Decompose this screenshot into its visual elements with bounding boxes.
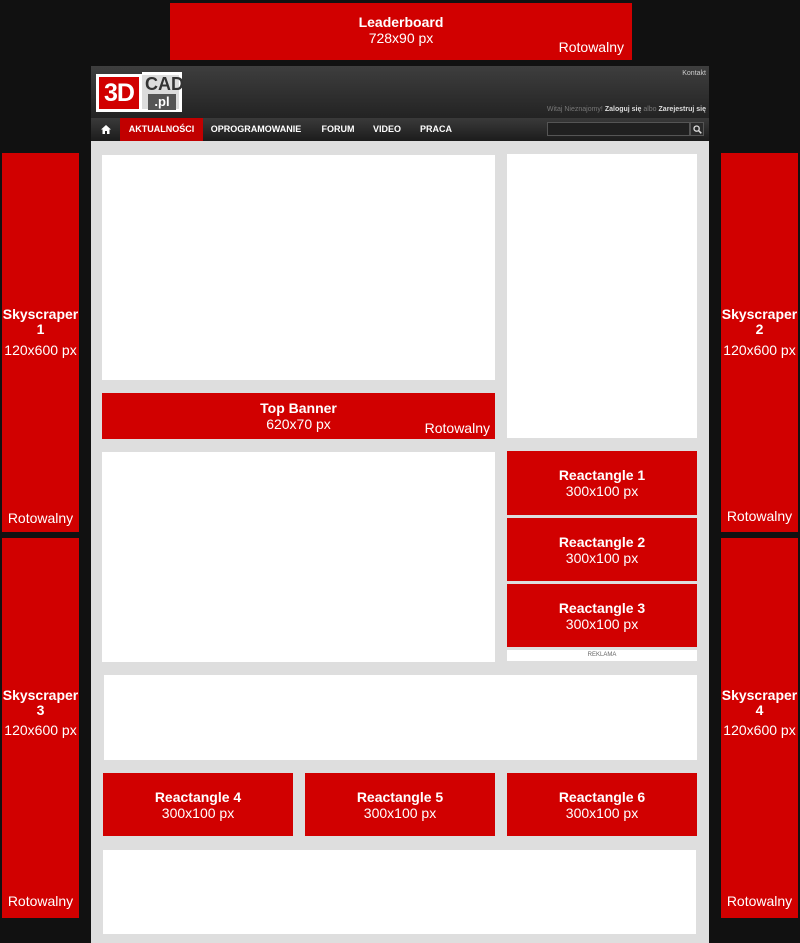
greeting-text: Witaj Nieznajomy! <box>546 106 603 113</box>
nav-tab-forum[interactable]: FORUM <box>321 124 355 134</box>
rectangle-3-ad <box>507 584 697 647</box>
ad-size: 300x100 px <box>565 483 639 499</box>
top-banner-ad <box>102 393 495 439</box>
ad-rotation: Rotowalny <box>726 893 793 909</box>
ad-rotation: Rotowalny <box>558 39 624 55</box>
site-header <box>91 66 709 118</box>
kontakt-link[interactable]: Kontakt <box>682 70 706 77</box>
ad-size: 300x100 px <box>565 616 639 632</box>
ad-size: 120x600 px <box>723 342 796 358</box>
reklama-label: REKLAMA <box>507 650 697 661</box>
skyscraper-1-ad <box>2 153 79 532</box>
content-block-main-1 <box>102 155 495 380</box>
ad-size: 300x100 px <box>363 805 437 821</box>
ad-title: Skyscraper 4 <box>721 687 798 718</box>
ad-size: 300x100 px <box>565 805 639 821</box>
logo-cad: CAD <box>145 74 184 94</box>
ad-size: 120x600 px <box>4 722 77 738</box>
ad-size: 728x90 px <box>368 30 434 46</box>
nav-tab-praca[interactable]: PRACA <box>419 124 452 134</box>
search-input[interactable] <box>547 122 690 136</box>
nav-tab-oprogramowanie[interactable]: OPROGRAMOWANIE <box>210 124 302 134</box>
login-link[interactable]: Zaloguj się <box>604 106 642 113</box>
ad-rotation: Rotowalny <box>7 510 74 526</box>
logo-cad-box <box>142 72 182 112</box>
or-text: albo <box>643 106 657 113</box>
nav-tab-video[interactable]: VIDEO <box>372 124 401 134</box>
ad-size: 120x600 px <box>723 722 796 738</box>
skyscraper-2-ad <box>721 153 798 532</box>
content-block-main-2 <box>102 452 495 662</box>
ad-size: 300x100 px <box>565 550 639 566</box>
ad-title: Reactangle 6 <box>558 789 646 805</box>
ad-title: Reactangle 1 <box>558 467 646 483</box>
main-nav <box>91 118 709 141</box>
rectangle-1-ad <box>507 451 697 515</box>
nav-home[interactable] <box>95 118 117 141</box>
ad-size: 300x100 px <box>161 805 235 821</box>
ad-title: Reactangle 5 <box>356 789 444 805</box>
logo-3d: 3D <box>96 74 142 112</box>
skyscraper-4-ad <box>721 538 798 918</box>
register-link[interactable]: Zarejestruj się <box>658 106 706 113</box>
ad-title: Reactangle 3 <box>558 600 646 616</box>
logo-pl: .pl <box>148 94 176 110</box>
rectangle-6-ad <box>507 773 697 836</box>
ad-size: 620x70 px <box>266 416 331 432</box>
ad-title: Skyscraper 2 <box>721 306 798 337</box>
site-logo[interactable] <box>96 70 182 112</box>
leaderboard-ad <box>170 3 632 60</box>
content-block-wide-2 <box>103 850 696 934</box>
rectangle-5-ad <box>305 773 495 836</box>
ad-rotation: Rotowalny <box>7 893 74 909</box>
ad-title: Skyscraper 3 <box>2 687 79 718</box>
search-button[interactable] <box>690 122 704 136</box>
ad-title: Reactangle 4 <box>154 789 242 805</box>
ad-rotation: Rotowalny <box>726 508 793 524</box>
user-links <box>547 106 706 113</box>
content-block-wide-1 <box>104 675 697 760</box>
ad-title: Top Banner <box>260 400 337 416</box>
home-icon <box>101 125 111 134</box>
ad-title: Reactangle 2 <box>558 534 646 550</box>
content-block-sidebar-1 <box>507 154 697 438</box>
ad-rotation: Rotowalny <box>424 420 490 436</box>
ad-title: Skyscraper 1 <box>2 306 79 337</box>
rectangle-2-ad <box>507 518 697 581</box>
ad-size: 120x600 px <box>4 342 77 358</box>
site-frame <box>91 66 709 943</box>
nav-tab-aktualnosci[interactable]: AKTUALNOŚCI <box>120 118 203 141</box>
skyscraper-3-ad <box>2 538 79 918</box>
search-icon <box>693 125 702 134</box>
rectangle-4-ad <box>103 773 293 836</box>
ad-title: Leaderboard <box>358 14 444 30</box>
